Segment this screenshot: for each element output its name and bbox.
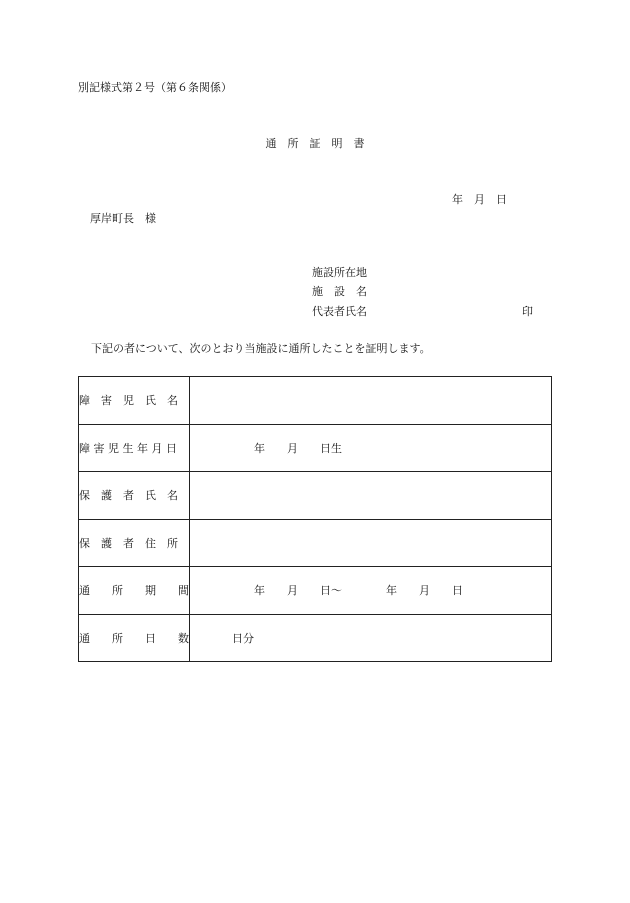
- attendance-period-field[interactable]: [190, 567, 552, 615]
- attendance-days-value: 日分: [232, 631, 254, 645]
- birthdate-value: 年 月 日生: [254, 441, 342, 455]
- attendance-period-label: 通 所 期 間: [79, 567, 190, 615]
- guardian-address-field[interactable]: [190, 519, 552, 567]
- child-name-field[interactable]: [190, 377, 552, 425]
- child-birthdate-field[interactable]: [190, 424, 552, 472]
- form-reference: 別記様式第２号（第６条関係）: [78, 81, 232, 94]
- guardian-address-label: 保 護 者 住 所: [79, 519, 190, 567]
- guardian-name-label: 保 護 者 氏 名: [79, 472, 190, 520]
- seal-mark: 印: [522, 305, 533, 318]
- table-row-child-birthdate: [79, 424, 552, 472]
- facility-name-label: 施 設 名: [312, 285, 367, 298]
- child-birthdate-label: 障 害 児 生 年 月 日: [79, 424, 190, 472]
- table-row-guardian-address: [79, 519, 552, 567]
- representative-name-label: 代表者氏名: [312, 305, 367, 318]
- attendance-period-value: 年 月 日～ 年 月 日: [254, 584, 463, 598]
- guardian-name-field[interactable]: [190, 472, 552, 520]
- table-row-attendance-days: [79, 614, 552, 662]
- certification-statement: 下記の者について、次のとおり当施設に通所したことを証明します。: [91, 342, 431, 355]
- attendance-days-field[interactable]: [190, 614, 552, 662]
- document-title: 通 所 証 明 書: [265, 137, 365, 150]
- table-row-guardian-name: [79, 472, 552, 520]
- facility-address-label: 施設所在地: [312, 266, 367, 279]
- certificate-table: [78, 376, 552, 662]
- date-line: 年 月 日: [452, 193, 507, 206]
- attendance-days-label: 通 所 日 数: [79, 614, 190, 662]
- table-row-attendance-period: [79, 567, 552, 615]
- addressee: 厚岸町長 様: [90, 212, 156, 225]
- child-name-label: 障 害 児 氏 名: [79, 377, 190, 425]
- table-row-child-name: [79, 377, 552, 425]
